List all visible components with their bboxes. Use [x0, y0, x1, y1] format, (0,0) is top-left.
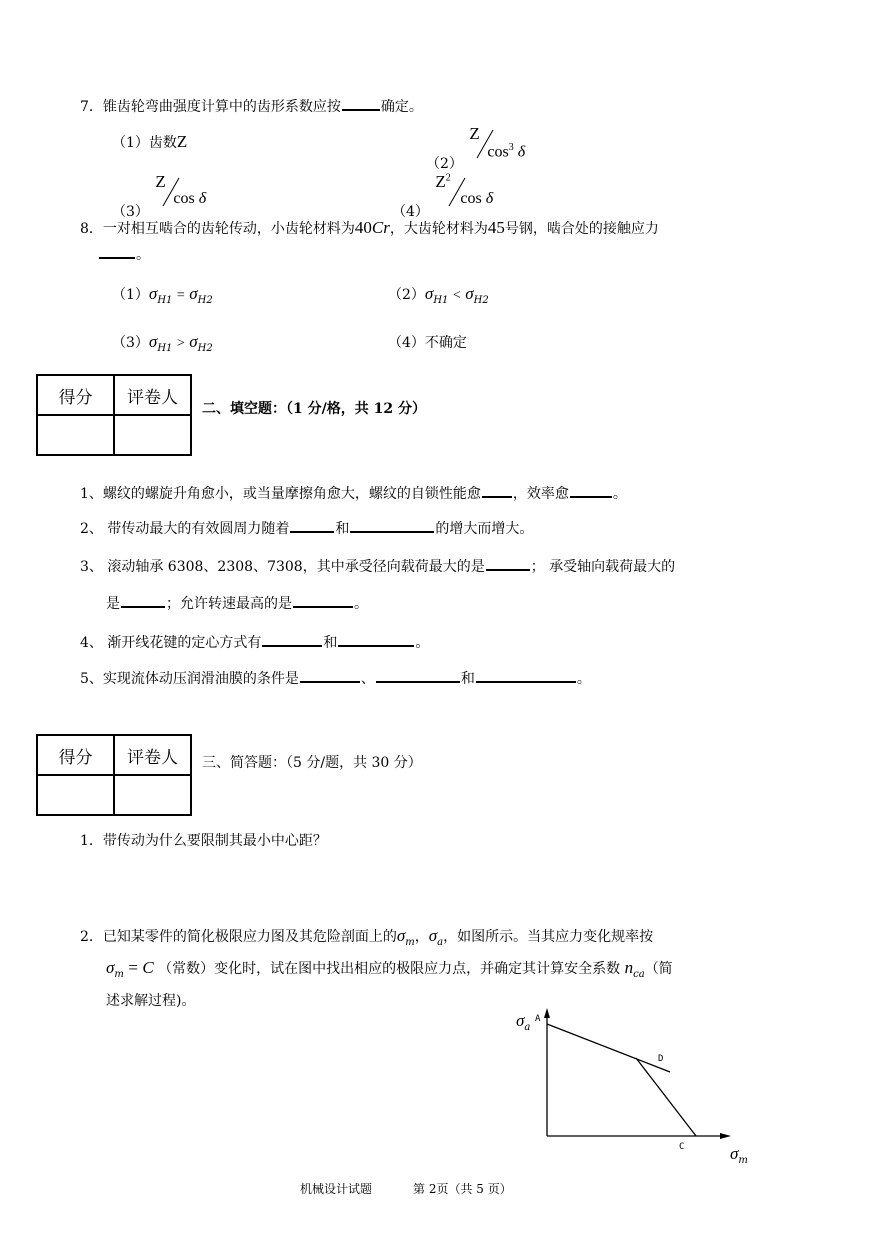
q7-option-3: （3） Z cos δ [112, 176, 223, 210]
line-AD [547, 1024, 670, 1072]
fill-item-3: 3、 滚动轴承 6308、2308、7308，其中承受径向载荷最大的是 ； 承受轴向载荷最大的 [80, 559, 676, 575]
q8-option-1: $(1)\sigma_{H1} = \sigma_{H2}$ [112, 284, 213, 306]
fraction-z2-over-cos: $Z^2$ cos δ [435, 172, 494, 207]
y-axis-arrow [544, 1008, 550, 1018]
section2-title: 二、填空题：（1 分/格，共 12 分） [202, 401, 426, 417]
section3-title: 三、简答题：（5 分/题，共 30 分） [202, 755, 422, 771]
q7-option-2: （2） Z $\cos^3 \delta$ [426, 128, 537, 162]
reviewer-header: 评卷人 [114, 375, 191, 415]
answer-blank[interactable] [476, 671, 576, 683]
q7-option-4: （4） $Z^2$ cos δ [392, 176, 513, 210]
score-header: 得分 [37, 375, 114, 415]
fill-item-2: 2、 带传动最大的有效圆周力随着 和 的增大而增大。 [80, 521, 534, 537]
y-axis-label: $\sigma_a$ [516, 1011, 531, 1033]
x-axis-arrow [720, 1133, 731, 1139]
point-label-c: C [679, 1142, 685, 1152]
answer-blank[interactable] [293, 596, 353, 608]
answer-blank[interactable] [376, 671, 460, 683]
answer-blank[interactable] [350, 521, 434, 533]
reviewer-cell[interactable] [114, 415, 191, 455]
answer-blank[interactable] [262, 635, 322, 647]
answer-blank[interactable] [121, 596, 165, 608]
q8-stem: 8．一对相互啮合的齿轮传动，小齿轮材料为40Cr，大齿轮材料为45号钢，啮合处的接触应力 [80, 218, 659, 237]
q7-option-1: （1）齿数Z [112, 132, 188, 151]
fill-item-4: 4、 渐开线花键的定心方式有 和 。 [80, 635, 430, 651]
score-table-section3 [36, 734, 192, 816]
answer-blank[interactable] [300, 671, 360, 683]
score-header: 得分 [37, 735, 114, 775]
q8-option-4: （4）不确定 [388, 335, 467, 351]
q8-option-3: $(3)\sigma_{H1} > \sigma_{H2}$ [112, 332, 213, 354]
short-answer-q2-line3: 述求解过程)。 [106, 993, 196, 1009]
short-answer-q1: 1．带传动为什么要限制其最小中心距？ [80, 833, 327, 849]
answer-blank[interactable] [486, 559, 530, 571]
score-cell[interactable] [37, 415, 114, 455]
score-cell[interactable] [37, 775, 114, 815]
reviewer-cell[interactable] [114, 775, 191, 815]
x-axis-label: $\sigma_m$ [730, 1144, 748, 1166]
q8-stem-end: 。 [98, 244, 150, 264]
line-DC [636, 1058, 696, 1136]
fraction-z-over-cos: Z cos δ [155, 172, 207, 207]
fill-item-3-cont: 是 ；允许转速最高的是 。 [106, 596, 368, 612]
q8-option-2: $(2)\sigma_{H1} < \sigma_{H2}$ [388, 284, 489, 306]
answer-blank[interactable] [342, 99, 380, 111]
fill-item-5: 5、实现流体动压润滑油膜的条件是 、 和 。 [80, 671, 591, 687]
answer-blank[interactable] [338, 635, 414, 647]
answer-blank[interactable] [482, 486, 512, 498]
point-label-d: D [658, 1054, 664, 1064]
answer-blank[interactable] [290, 521, 334, 533]
reviewer-header: 评卷人 [114, 735, 191, 775]
answer-blank[interactable] [570, 486, 612, 498]
answer-blank[interactable] [99, 247, 135, 259]
short-answer-q2-line2: $\sigma_m = C$ （常数）变化时，试在图中找出相应的极限应力点，并确定其计算安全系数 $n_{ca}$（简 [106, 958, 673, 980]
fill-item-1: 1、螺纹的螺旋升角愈小，或当量摩擦角愈大，螺纹的自锁性能愈 ，效率愈 。 [80, 486, 627, 502]
page-number: 第 2页（共 5 页） [413, 1182, 512, 1196]
point-label-a: A [535, 1014, 541, 1024]
score-table-section2 [36, 374, 192, 456]
short-answer-q2-line1: 2．已知某零件的简化极限应力图及其危险剖面上的$\sigma_m$，$\sigma_a$，如图所示。当其应力变化规率按 [80, 926, 654, 948]
q7-stem: 7．锥齿轮弯曲强度计算中的齿形系数应按 确定。 [80, 99, 423, 115]
fraction-z-over-cos3: Z $\cos^3 \delta$ [469, 124, 526, 161]
footer-title: 机械设计试题 [300, 1182, 373, 1196]
